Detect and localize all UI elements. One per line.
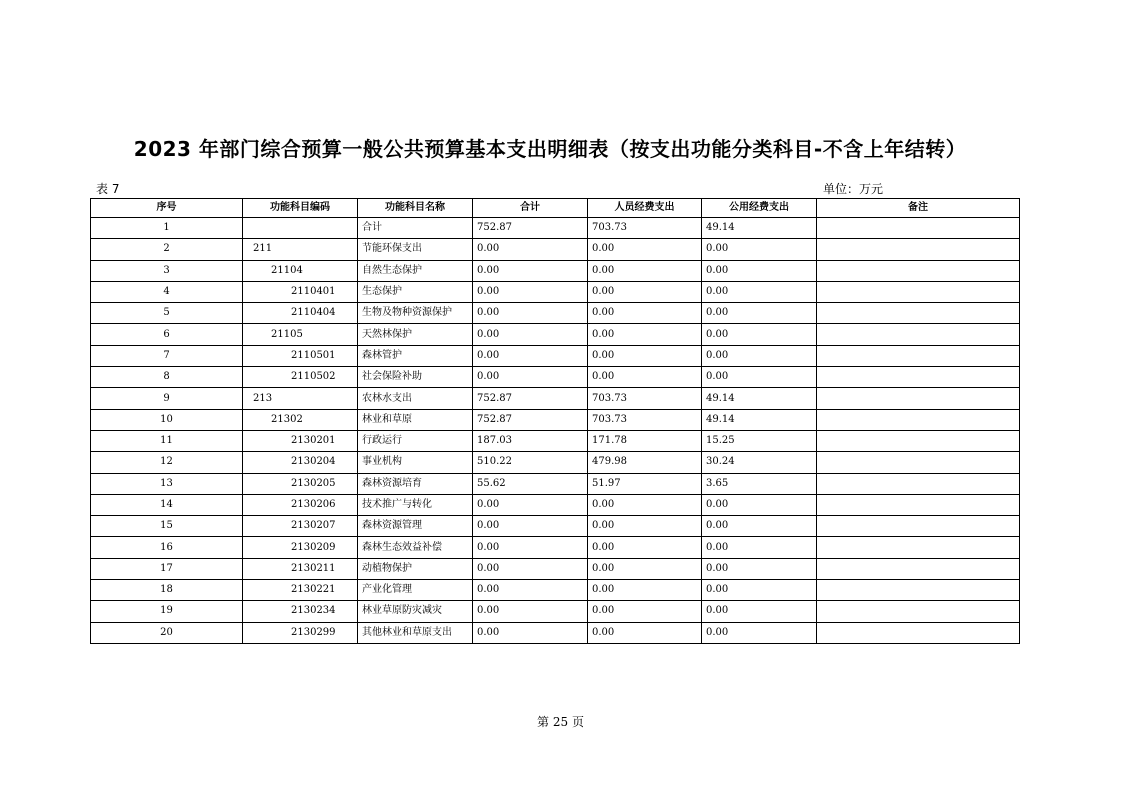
cell-code: 21105 bbox=[243, 324, 358, 345]
cell-seq: 7 bbox=[91, 345, 243, 366]
cell-code bbox=[243, 218, 358, 239]
cell-name: 生态保护 bbox=[358, 281, 473, 302]
table-row bbox=[91, 516, 1020, 537]
cell-public: 0.00 bbox=[702, 367, 817, 388]
table-row bbox=[91, 622, 1020, 643]
cell-total: 0.00 bbox=[473, 345, 588, 366]
cell-name: 节能环保支出 bbox=[358, 239, 473, 260]
cell-note bbox=[817, 218, 1020, 239]
cell-note bbox=[817, 580, 1020, 601]
table-row bbox=[91, 409, 1020, 430]
cell-name: 森林生态效益补偿 bbox=[358, 537, 473, 558]
cell-personnel: 51.97 bbox=[588, 473, 702, 494]
cell-personnel: 0.00 bbox=[588, 367, 702, 388]
header-code: 功能科目编码 bbox=[243, 199, 358, 218]
cell-public: 0.00 bbox=[702, 537, 817, 558]
cell-seq: 3 bbox=[91, 260, 243, 281]
page-number: 第 25 页 bbox=[537, 715, 584, 729]
cell-total: 0.00 bbox=[473, 494, 588, 515]
table-number: 表 7 bbox=[96, 182, 120, 196]
cell-seq: 19 bbox=[91, 601, 243, 622]
cell-code: 2130221 bbox=[243, 580, 358, 601]
table-row bbox=[91, 473, 1020, 494]
cell-total: 0.00 bbox=[473, 601, 588, 622]
table-row bbox=[91, 367, 1020, 388]
cell-name: 森林管护 bbox=[358, 345, 473, 366]
cell-seq: 14 bbox=[91, 494, 243, 515]
cell-name: 事业机构 bbox=[358, 452, 473, 473]
cell-total: 0.00 bbox=[473, 324, 588, 345]
cell-personnel: 0.00 bbox=[588, 622, 702, 643]
cell-name: 产业化管理 bbox=[358, 580, 473, 601]
cell-total: 752.87 bbox=[473, 218, 588, 239]
budget-table bbox=[90, 198, 1020, 644]
header-seq: 序号 bbox=[91, 199, 243, 218]
cell-name: 生物及物种资源保护 bbox=[358, 303, 473, 324]
header-personnel: 人员经费支出 bbox=[588, 199, 702, 218]
cell-public: 0.00 bbox=[702, 260, 817, 281]
table-row bbox=[91, 494, 1020, 515]
cell-code: 21104 bbox=[243, 260, 358, 281]
cell-personnel: 0.00 bbox=[588, 303, 702, 324]
table-row bbox=[91, 260, 1020, 281]
cell-note bbox=[817, 473, 1020, 494]
cell-name: 技术推广与转化 bbox=[358, 494, 473, 515]
cell-personnel: 0.00 bbox=[588, 516, 702, 537]
cell-personnel: 0.00 bbox=[588, 580, 702, 601]
cell-note bbox=[817, 367, 1020, 388]
cell-public: 0.00 bbox=[702, 580, 817, 601]
cell-personnel: 0.00 bbox=[588, 601, 702, 622]
cell-personnel: 0.00 bbox=[588, 281, 702, 302]
table-row bbox=[91, 601, 1020, 622]
cell-personnel: 0.00 bbox=[588, 494, 702, 515]
cell-total: 187.03 bbox=[473, 430, 588, 451]
cell-public: 0.00 bbox=[702, 345, 817, 366]
cell-name: 天然林保护 bbox=[358, 324, 473, 345]
cell-public: 0.00 bbox=[702, 324, 817, 345]
cell-code: 2130205 bbox=[243, 473, 358, 494]
cell-total: 510.22 bbox=[473, 452, 588, 473]
cell-name: 森林资源培育 bbox=[358, 473, 473, 494]
cell-total: 0.00 bbox=[473, 303, 588, 324]
cell-name: 合计 bbox=[358, 218, 473, 239]
cell-total: 0.00 bbox=[473, 580, 588, 601]
cell-seq: 9 bbox=[91, 388, 243, 409]
cell-note bbox=[817, 388, 1020, 409]
cell-seq: 6 bbox=[91, 324, 243, 345]
cell-public: 0.00 bbox=[702, 622, 817, 643]
cell-seq: 11 bbox=[91, 430, 243, 451]
cell-total: 55.62 bbox=[473, 473, 588, 494]
cell-name: 自然生态保护 bbox=[358, 260, 473, 281]
cell-public: 0.00 bbox=[702, 239, 817, 260]
header-public: 公用经费支出 bbox=[702, 199, 817, 218]
table-row bbox=[91, 452, 1020, 473]
cell-public: 0.00 bbox=[702, 281, 817, 302]
cell-note bbox=[817, 537, 1020, 558]
cell-code: 2130206 bbox=[243, 494, 358, 515]
table-row bbox=[91, 558, 1020, 579]
cell-name: 林业和草原 bbox=[358, 409, 473, 430]
cell-personnel: 703.73 bbox=[588, 388, 702, 409]
cell-code: 2130207 bbox=[243, 516, 358, 537]
cell-personnel: 479.98 bbox=[588, 452, 702, 473]
cell-code: 211 bbox=[243, 239, 358, 260]
cell-total: 0.00 bbox=[473, 260, 588, 281]
header-total: 合计 bbox=[473, 199, 588, 218]
cell-seq: 10 bbox=[91, 409, 243, 430]
cell-name: 动植物保护 bbox=[358, 558, 473, 579]
cell-public: 0.00 bbox=[702, 516, 817, 537]
cell-seq: 8 bbox=[91, 367, 243, 388]
cell-personnel: 0.00 bbox=[588, 537, 702, 558]
cell-code: 2130201 bbox=[243, 430, 358, 451]
cell-code: 2110401 bbox=[243, 281, 358, 302]
cell-code: 2110502 bbox=[243, 367, 358, 388]
cell-seq: 17 bbox=[91, 558, 243, 579]
cell-code: 213 bbox=[243, 388, 358, 409]
cell-note bbox=[817, 260, 1020, 281]
cell-public: 0.00 bbox=[702, 601, 817, 622]
cell-note bbox=[817, 430, 1020, 451]
cell-personnel: 171.78 bbox=[588, 430, 702, 451]
cell-total: 0.00 bbox=[473, 516, 588, 537]
table-row bbox=[91, 345, 1020, 366]
cell-code: 2130209 bbox=[243, 537, 358, 558]
cell-total: 0.00 bbox=[473, 239, 588, 260]
cell-total: 0.00 bbox=[473, 558, 588, 579]
cell-name: 其他林业和草原支出 bbox=[358, 622, 473, 643]
cell-note bbox=[817, 452, 1020, 473]
cell-note bbox=[817, 324, 1020, 345]
cell-personnel: 0.00 bbox=[588, 324, 702, 345]
cell-note bbox=[817, 345, 1020, 366]
cell-public: 0.00 bbox=[702, 303, 817, 324]
cell-personnel: 0.00 bbox=[588, 558, 702, 579]
cell-seq: 18 bbox=[91, 580, 243, 601]
cell-name: 农林水支出 bbox=[358, 388, 473, 409]
cell-note bbox=[817, 239, 1020, 260]
cell-code: 2110501 bbox=[243, 345, 358, 366]
cell-total: 0.00 bbox=[473, 537, 588, 558]
cell-code: 2110404 bbox=[243, 303, 358, 324]
cell-seq: 1 bbox=[91, 218, 243, 239]
cell-note bbox=[817, 303, 1020, 324]
table-row bbox=[91, 303, 1020, 324]
cell-note bbox=[817, 622, 1020, 643]
cell-personnel: 703.73 bbox=[588, 409, 702, 430]
table-row bbox=[91, 388, 1020, 409]
cell-code: 21302 bbox=[243, 409, 358, 430]
cell-personnel: 0.00 bbox=[588, 239, 702, 260]
cell-note bbox=[817, 409, 1020, 430]
cell-public: 3.65 bbox=[702, 473, 817, 494]
cell-total: 752.87 bbox=[473, 409, 588, 430]
table-row bbox=[91, 324, 1020, 345]
cell-seq: 4 bbox=[91, 281, 243, 302]
cell-code: 2130234 bbox=[243, 601, 358, 622]
cell-code: 2130211 bbox=[243, 558, 358, 579]
header-note: 备注 bbox=[817, 199, 1020, 218]
cell-public: 0.00 bbox=[702, 494, 817, 515]
unit-label: 单位：万元 bbox=[823, 182, 884, 196]
cell-note bbox=[817, 558, 1020, 579]
cell-total: 752.87 bbox=[473, 388, 588, 409]
cell-name: 行政运行 bbox=[358, 430, 473, 451]
cell-total: 0.00 bbox=[473, 367, 588, 388]
cell-note bbox=[817, 281, 1020, 302]
cell-total: 0.00 bbox=[473, 281, 588, 302]
cell-seq: 12 bbox=[91, 452, 243, 473]
table-row bbox=[91, 218, 1020, 239]
cell-code: 2130204 bbox=[243, 452, 358, 473]
table-row bbox=[91, 580, 1020, 601]
table-row bbox=[91, 239, 1020, 260]
cell-code: 2130299 bbox=[243, 622, 358, 643]
cell-public: 49.14 bbox=[702, 218, 817, 239]
cell-public: 0.00 bbox=[702, 558, 817, 579]
cell-seq: 16 bbox=[91, 537, 243, 558]
table-row bbox=[91, 281, 1020, 302]
cell-total: 0.00 bbox=[473, 622, 588, 643]
cell-seq: 5 bbox=[91, 303, 243, 324]
cell-public: 49.14 bbox=[702, 409, 817, 430]
table-row bbox=[91, 537, 1020, 558]
cell-personnel: 703.73 bbox=[588, 218, 702, 239]
cell-public: 49.14 bbox=[702, 388, 817, 409]
table-header-row bbox=[91, 199, 1020, 218]
cell-note bbox=[817, 516, 1020, 537]
cell-personnel: 0.00 bbox=[588, 260, 702, 281]
cell-name: 社会保险补助 bbox=[358, 367, 473, 388]
cell-note bbox=[817, 494, 1020, 515]
cell-public: 15.25 bbox=[702, 430, 817, 451]
cell-note bbox=[817, 601, 1020, 622]
cell-seq: 2 bbox=[91, 239, 243, 260]
cell-seq: 13 bbox=[91, 473, 243, 494]
page-title: 2023 年部门综合预算一般公共预算基本支出明细表（按支出功能分类科目-不含上年结转） bbox=[133, 137, 967, 161]
cell-name: 森林资源管理 bbox=[358, 516, 473, 537]
cell-seq: 20 bbox=[91, 622, 243, 643]
cell-seq: 15 bbox=[91, 516, 243, 537]
table-row bbox=[91, 430, 1020, 451]
cell-name: 林业草原防灾减灾 bbox=[358, 601, 473, 622]
header-name: 功能科目名称 bbox=[358, 199, 473, 218]
cell-personnel: 0.00 bbox=[588, 345, 702, 366]
cell-public: 30.24 bbox=[702, 452, 817, 473]
